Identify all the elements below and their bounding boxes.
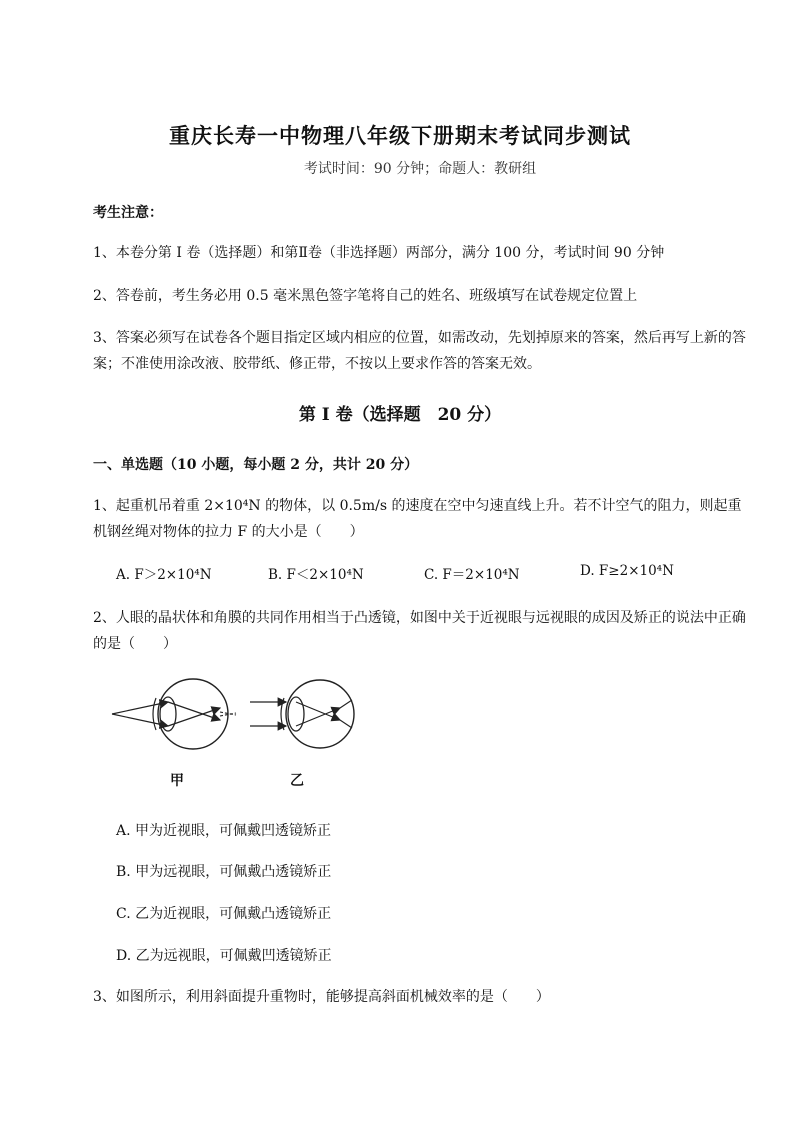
q1-option-d[interactable]: D. F≥2×10⁴N: [580, 563, 674, 579]
eye-jia-figure: [112, 679, 236, 749]
question-2-stem: 2、人眼的晶状体和角膜的共同作用相当于凸透镜，如图中关于近视眼与远视眼的成因及矫正的说法中正确的是（ ）: [93, 610, 746, 652]
notice-item-2: 2、答卷前，考生务必用 0.5 毫米黑色签字笔将自己的姓名、班级填写在试卷规定位置上: [93, 288, 638, 304]
q1-option-b[interactable]: B. F＜2×10⁴N: [268, 567, 364, 583]
section-title: 第 I 卷（选择题 20 分）: [298, 405, 502, 425]
question-3-stem: 3、如图所示，利用斜面提升重物时，能够提高斜面机械效率的是（ ）: [93, 989, 550, 1005]
notice-item-3: 3、答案必须写在试卷各个题目指定区域内相应的位置，如需改动，先划掉原来的答案，然后再写上新的答案；不准使用涂改液、胶带纸、修正带，不按以上要求作答的答案无效。: [93, 330, 746, 372]
eye-diagram: [108, 676, 358, 796]
q2-option-d[interactable]: D. 乙为远视眼，可佩戴凹透镜矫正: [116, 948, 332, 964]
exam-title: 重庆长寿一中物理八年级下册期末考试同步测试: [169, 123, 631, 148]
q1-option-a[interactable]: A. F＞2×10⁴N: [116, 567, 212, 583]
q2-option-b[interactable]: B. 甲为远视眼，可佩戴凸透镜矫正: [116, 864, 332, 880]
figure-label-yi: 乙: [290, 773, 304, 789]
exam-subtitle: 考试时间：90 分钟；命题人：教研组: [303, 161, 537, 177]
question-1-stem: 1、起重机吊着重 2×10⁴N 的物体，以 0.5m/s 的速度在空中匀速直线上升。若不计空气的阻力，则起重机钢丝绳对物体的拉力 F 的大小是（ ）: [93, 498, 742, 540]
notice-item-1: 1、本卷分第 I 卷（选择题）和第Ⅱ卷（非选择题）两部分，满分 100 分，考试时间 90 分钟: [93, 245, 665, 261]
q2-option-a[interactable]: A. 甲为近视眼，可佩戴凹透镜矫正: [116, 823, 332, 839]
eye-yi-figure: [250, 680, 354, 748]
q2-option-c[interactable]: C. 乙为近视眼，可佩戴凸透镜矫正: [116, 906, 332, 922]
q1-option-c[interactable]: C. F＝2×10⁴N: [424, 567, 520, 583]
figure-label-jia: 甲: [170, 773, 184, 789]
part-heading: 一、单选题（10 小题，每小题 2 分，共计 20 分）: [93, 457, 419, 473]
notice-heading: 考生注意：: [93, 205, 163, 221]
